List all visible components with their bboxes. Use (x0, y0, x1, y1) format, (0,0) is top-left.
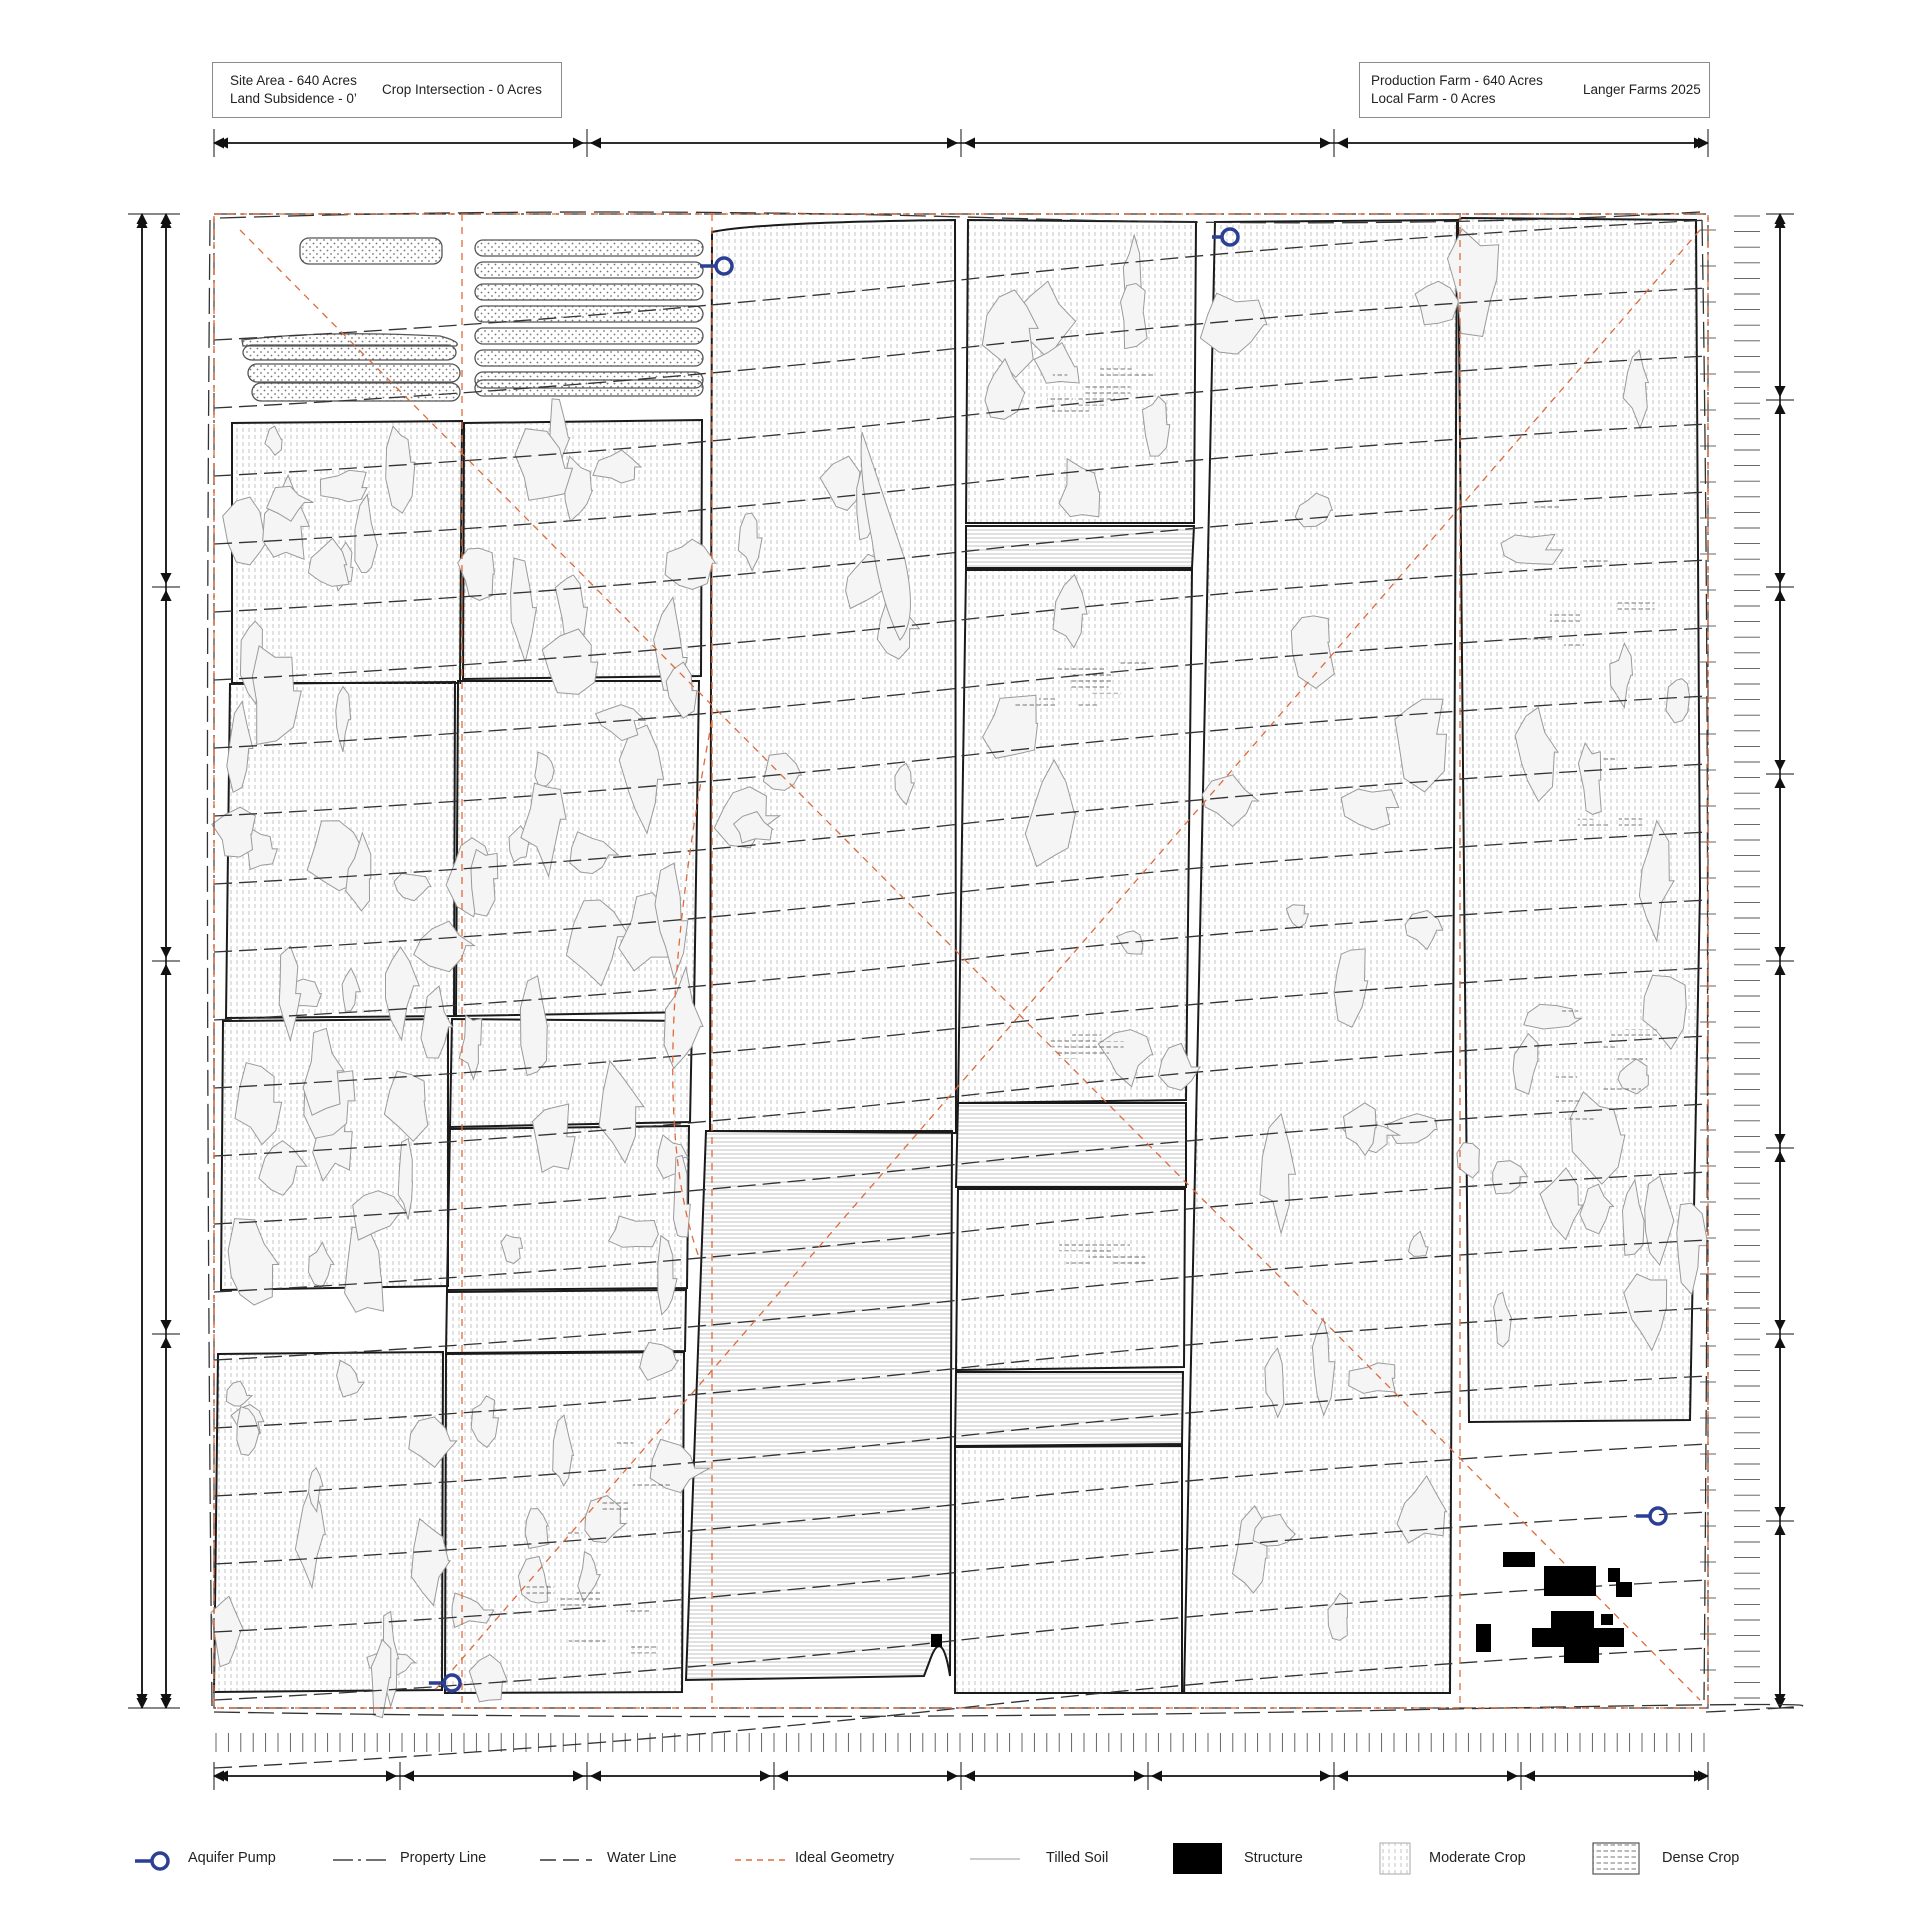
crop-field (956, 1189, 1185, 1370)
soil-patch (1457, 1143, 1480, 1178)
dense-crop-spot (1120, 658, 1147, 665)
dense-crop-row (475, 240, 703, 256)
dense-crop-spot (1616, 600, 1654, 612)
dense-crop-spot (1053, 373, 1068, 378)
dense-crop-row (300, 238, 442, 264)
legend-label: Property Line (400, 1850, 487, 1866)
dense-crop-row (242, 334, 457, 346)
dense-crop-spot (1077, 704, 1099, 709)
dense-crop-spot (1625, 1029, 1659, 1038)
dense-crop-spot (1112, 1253, 1138, 1264)
local-farm-text: Local Farm - 0 Acres (1371, 91, 1496, 106)
dense-crop-spot (1100, 364, 1131, 376)
dense-crop-spot (1564, 640, 1584, 647)
dense-crop-spot (1614, 1056, 1647, 1065)
crop-field (450, 1019, 692, 1127)
dense-crop-spot (1072, 1032, 1101, 1040)
dense-crop-spot (1013, 704, 1040, 710)
legend-label: Moderate Crop (1429, 1850, 1526, 1866)
legend-label: Water Line (607, 1850, 677, 1866)
dense-crop-row (475, 262, 703, 278)
dense-crop-spot (1602, 757, 1617, 764)
dense-crop-spot (1528, 638, 1555, 644)
dense-crop-spot (1078, 678, 1094, 682)
crop-field (710, 220, 956, 1133)
dense-crop-spot (1588, 823, 1610, 831)
crop-field (955, 1372, 1183, 1446)
dense-crop-row (252, 383, 460, 401)
dense-crop-spot (1108, 386, 1131, 397)
crop-field (214, 1352, 443, 1692)
dense-crop-spot (1066, 1259, 1090, 1266)
dense-crop-spot (1076, 396, 1115, 401)
dense-crop-spot (617, 1441, 634, 1448)
aquifer-pump-icon (135, 1853, 168, 1869)
crop-field (686, 1131, 952, 1680)
crop-field (955, 1446, 1182, 1693)
dense-crop-spot (1565, 1115, 1594, 1122)
dense-crop-spot (1583, 559, 1607, 565)
production-farm-text: Production Farm - 640 Acres (1371, 73, 1543, 88)
dense-crop-spot (1052, 407, 1089, 413)
dense-crop-spot (1601, 1043, 1616, 1051)
dense-crop-spot (626, 1607, 650, 1613)
legend-label: Aquifer Pump (188, 1850, 276, 1866)
aquifer-pump-icon (1636, 1508, 1666, 1524)
dense-crop-spot (1604, 1088, 1626, 1092)
dense-crop-row (475, 328, 703, 344)
crop-field (445, 1352, 684, 1693)
dense-crop-row (248, 364, 460, 382)
legend-label: Ideal Geometry (795, 1850, 895, 1866)
vertical-hatch-icon (1380, 1843, 1410, 1874)
dense-crop-spot (1039, 696, 1056, 707)
dense-crop-spot (600, 1501, 630, 1512)
dense-crop-spot (1090, 693, 1121, 699)
dense-crop-spot (577, 1591, 602, 1601)
dense-crop-spot (1556, 1096, 1579, 1104)
dense-crop-spot (1058, 1048, 1076, 1059)
dense-crop-row (243, 345, 456, 360)
dense-crop-spot (1535, 502, 1560, 511)
dense-crop-spot (1047, 395, 1072, 403)
dense-crop-spot (1550, 612, 1582, 624)
dense-crop-spot (569, 1636, 606, 1644)
credit-text: Langer Farms 2025 (1583, 82, 1701, 97)
legend-label: Structure (1244, 1850, 1303, 1866)
dense-crop-row (475, 380, 703, 396)
dense-crop-spot (526, 1582, 554, 1594)
site-area-text: Site Area - 640 Acres (230, 73, 357, 88)
dense-crop-spot (1132, 373, 1155, 378)
dense-crop-spot (1091, 1248, 1109, 1252)
crop-field (956, 1103, 1186, 1187)
dense-crop-spot (1556, 1076, 1577, 1081)
dense-crop-spot (1562, 1007, 1578, 1012)
dense-crop-row (475, 284, 703, 300)
dense-dash-hatch-icon (1593, 1843, 1639, 1874)
soil-patch (1677, 1203, 1708, 1294)
dense-crop-spot (568, 1530, 582, 1538)
crop-field (1184, 220, 1457, 1693)
black-block-icon (1173, 1843, 1222, 1874)
crop-intersection-text: Crop Intersection - 0 Acres (382, 82, 542, 97)
dense-crop-spot (1619, 815, 1642, 827)
legend-label: Dense Crop (1662, 1850, 1740, 1866)
soil-patch (1121, 284, 1148, 349)
dense-crop-spot (1611, 1033, 1625, 1044)
dense-crop-spot (633, 1483, 670, 1489)
dense-crop-spot (631, 1643, 657, 1653)
dense-crop-spot (1061, 1241, 1088, 1246)
legend-label: Tilled Soil (1046, 1850, 1109, 1866)
land-subsidence-text: Land Subsidence - 0’ (230, 91, 357, 106)
crop-field (958, 570, 1192, 1103)
dense-crop-row (475, 350, 703, 366)
